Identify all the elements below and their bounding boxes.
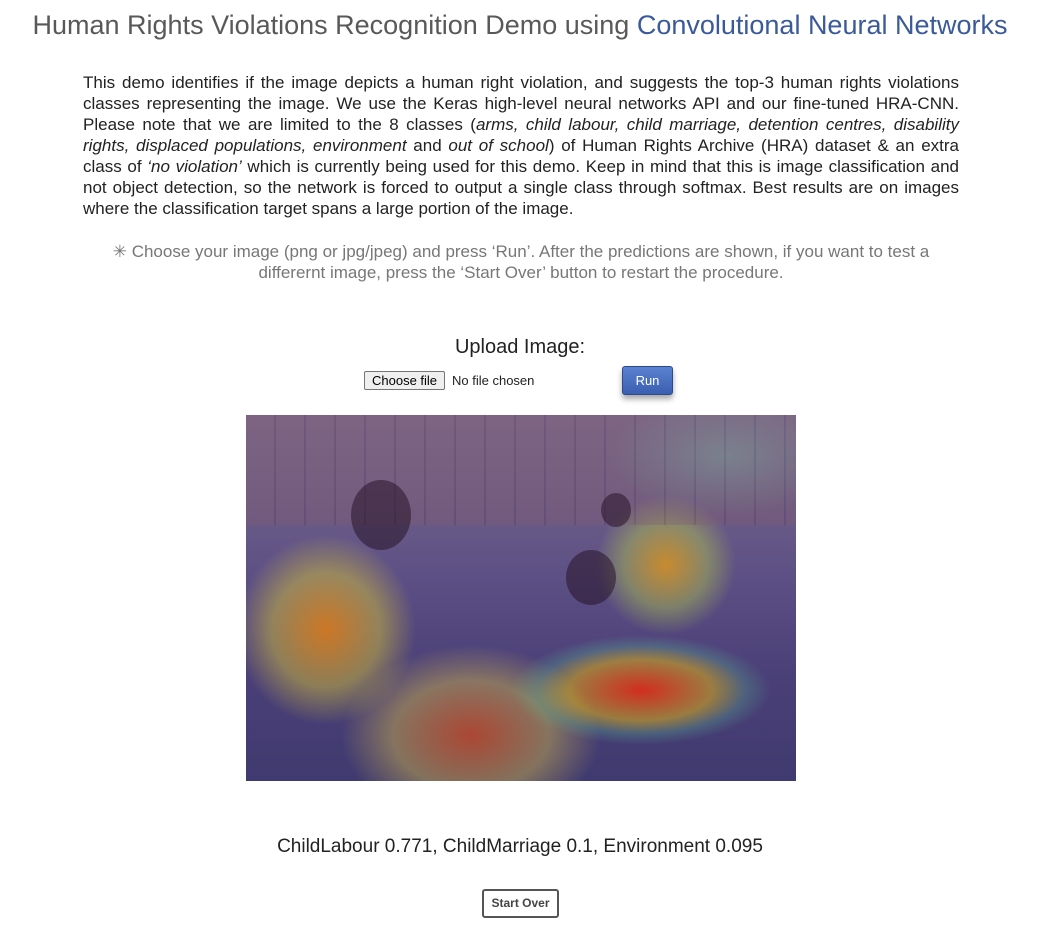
file-status-text: No file chosen: [452, 373, 535, 388]
prediction-results: ChildLabour 0.771, ChildMarriage 0.1, Environment 0.095: [277, 836, 763, 857]
instructions-hint: ✳ Choose your image (png or jpg/jpeg) and press ‘Run’. After the predictions are shown, if you want to test a differernt image, press the ‘Start Over’ button to restart the procedure.: [112, 242, 930, 282]
desc-extra-class: ‘no violation’: [147, 157, 242, 176]
desc-part-1: This demo identifies if the image depicts a human right violation, and suggests the top-3 human rights violations classes representing the image. We use the Keras high-level neural networks API and our fine-tuned HRA-CNN. Please note that we are limited to the 8 classes (: [83, 73, 959, 134]
run-button[interactable]: Run: [622, 366, 673, 395]
desc-class-last: out of school: [448, 136, 549, 155]
child-figure-right: [601, 493, 631, 527]
child-figure-center: [566, 550, 616, 605]
upload-label: Upload Image:: [454, 336, 586, 358]
heatmap-result-image: [246, 415, 796, 781]
start-over-button[interactable]: Start Over: [482, 889, 559, 918]
child-figure-left: [351, 480, 411, 550]
background-wall: [246, 415, 796, 525]
desc-classes: arms, child labour, child marriage, detention centres, disability rights, displaced populations, environment: [83, 115, 959, 155]
description-paragraph: [83, 72, 959, 219]
choose-file-button[interactable]: Choose file: [364, 371, 445, 390]
title-text: Human Rights Violations Recognition Demo using: [32, 10, 637, 40]
desc-part-3: ) of Human Rights Archive (HRA) dataset & an extra class of: [83, 136, 959, 176]
desc-part-2: and: [406, 136, 449, 155]
desc-part-4: which is currently being used for this demo. Keep in mind that this is image classification and not object detection, so the network is forced to output a single class through softmax. Best results are on images where the classification target spans a large portion of the image.: [83, 157, 959, 218]
title-link[interactable]: Convolutional Neural Networks: [636, 10, 1008, 40]
page-title: [0, 10, 1040, 41]
